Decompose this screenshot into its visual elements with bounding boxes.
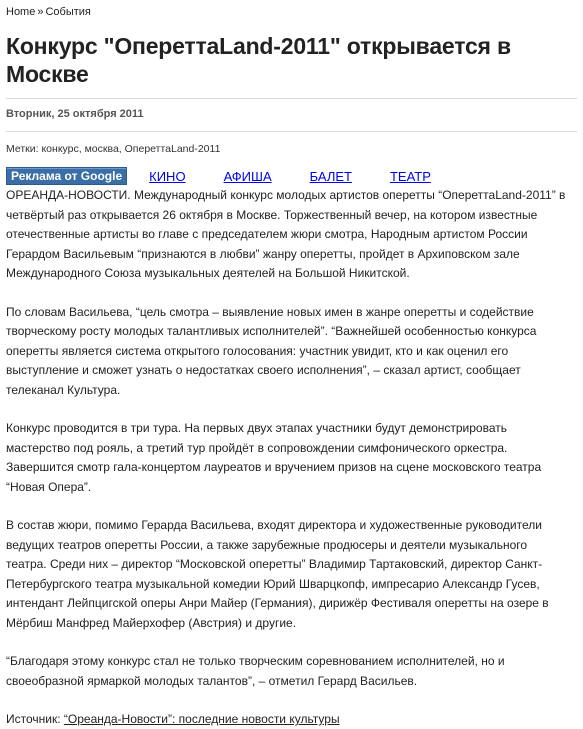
article-paragraph: ОРЕАНДА-НОВОСТИ. Международный конкурс молодых артистов оперетты “ОпереттаLand-2011” в четвёртый раз открывается 26 октября в Москве. Торжественный вечер, на котором известные отечественные артисты во главе с председателем жюри смотра, Народным артистом России Герардом Васильевым “признаются в любви” жанру оперетты, пройдет в Архиповском зале Международного Союза музыкальных деятелей на Большой Никитской. — [6, 188, 566, 280]
ad-link-teatr[interactable]: ТЕАТР — [389, 168, 431, 184]
tags-links[interactable]: конкурс, москва, ОпереттаLand-2011 — [41, 143, 221, 155]
ads-label[interactable]: Реклама от Google — [6, 167, 127, 185]
ad-link-balet[interactable]: БАЛЕТ — [309, 168, 352, 184]
article-paragraph: В состав жюри, помимо Герарда Васильева, входят директора и художественные руководители ведущих театров оперетты России, а также зарубежные продюсеры и деятели музыкального театра. Среди них – директор “Московской оперетты” Владимир Тартаковский, директор Санкт-Петербургского театра музыкальной комедии Юрий Шварцкопф, импресарио Александр Гусев, интендант Лейпцигской оперы Анри Майер (Германия), дирижёр Фестиваля оперетты на озере в Мёрбиш Манфред Майерхофер (Австрия) и другие. — [6, 518, 549, 630]
breadcrumb-separator: » — [37, 6, 44, 18]
article-date: Вторник, 25 октября 2011 — [6, 98, 577, 132]
breadcrumb — [6, 6, 577, 20]
breadcrumb-home-link[interactable]: Home — [6, 6, 36, 18]
tags-label: Метки: — [6, 143, 39, 155]
ad-link-afisha[interactable]: АФИША — [223, 168, 272, 184]
ads-bar — [6, 168, 577, 184]
article-title: Конкурс "ОпереттаLand-2011" открывается в Москве — [6, 33, 511, 87]
article-paragraph: “Благодаря этому конкурс стал не только творческим соревнованием исполнителей, но и своеобразной ярмаркой молодых талантов”, – отметил Герард Васильев. — [6, 654, 505, 688]
article-source — [6, 710, 571, 729]
article-paragraph: Конкурс проводится в три тура. На первых двух этапах участники будут демонстрировать мастерство под рояль, а третий тур пройдёт в сопровождении симфонического оркестра. Завершится смотр гала-концертом лауреатов и вручением призов на сцене московского театра “Новая Опера”. — [6, 421, 542, 494]
source-label: Источник: — [6, 712, 61, 726]
breadcrumb-current: События — [45, 6, 91, 18]
article-tags — [6, 143, 577, 155]
ad-link-kino[interactable]: КИНО — [149, 168, 186, 184]
article-paragraph: По словам Васильева, “цель смотра – выявление новых имен в жанре оперетты и содействие творческому росту молодых талантливых исполнителей”. “Важнейшей особенностью конкурса оперетты является система открытого голосования: участник увидит, кто и как оценил его выступление и сможет узнать о недостатках своего исполнения”, – сказал артист, сообщает телеканал Культура. — [6, 304, 537, 397]
source-link[interactable]: “Ореанда-Новости”: последние новости культуры — [63, 712, 340, 726]
article-body — [6, 186, 577, 729]
